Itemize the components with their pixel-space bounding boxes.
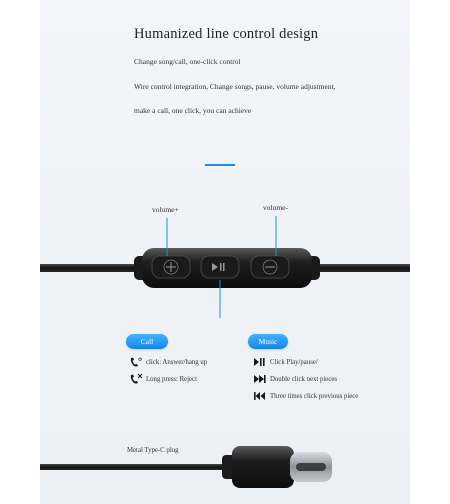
- play-pause-icon: [253, 357, 267, 367]
- svg-text:⚙: ⚙: [138, 357, 143, 363]
- description-line-2: Wire control integration, Change songs, pause, volume adjustment,: [134, 82, 336, 91]
- call-item-answer: [129, 356, 207, 368]
- music-item-next: [253, 374, 337, 384]
- call-item-answer-label: click: Answer/hang up: [146, 358, 208, 366]
- music-item-next-label: Double click next pieces: [270, 375, 337, 383]
- volume-down-label: volume-: [263, 203, 288, 212]
- music-item-play-label: Click Play/pause/: [270, 358, 318, 366]
- music-item-previous: [253, 391, 358, 401]
- page-title: Humanized line control design: [134, 26, 319, 42]
- cable-left: [40, 264, 138, 272]
- cable-right: [310, 264, 410, 272]
- phone-answer-icon: [129, 356, 143, 368]
- volume-up-label: volume+: [152, 205, 179, 214]
- description-line-3: make a call, one click, you can achieve: [134, 106, 252, 115]
- music-badge: Music: [248, 334, 288, 349]
- call-item-reject-label: Long press: Reject: [146, 375, 197, 383]
- type-c-plug-housing: [232, 446, 294, 488]
- description-line-1: Change song/call, one-click control: [134, 57, 241, 66]
- plug-cable: [40, 464, 230, 470]
- plug-label: Metal Type-C plug: [127, 447, 179, 454]
- call-item-reject: [129, 373, 197, 385]
- music-item-previous-label: Three times click previous piece: [270, 392, 359, 400]
- next-track-icon: [253, 374, 267, 384]
- phone-reject-icon: [129, 373, 143, 385]
- music-item-play: [253, 357, 318, 367]
- call-badge: Call: [126, 334, 168, 349]
- previous-track-icon: [253, 391, 267, 401]
